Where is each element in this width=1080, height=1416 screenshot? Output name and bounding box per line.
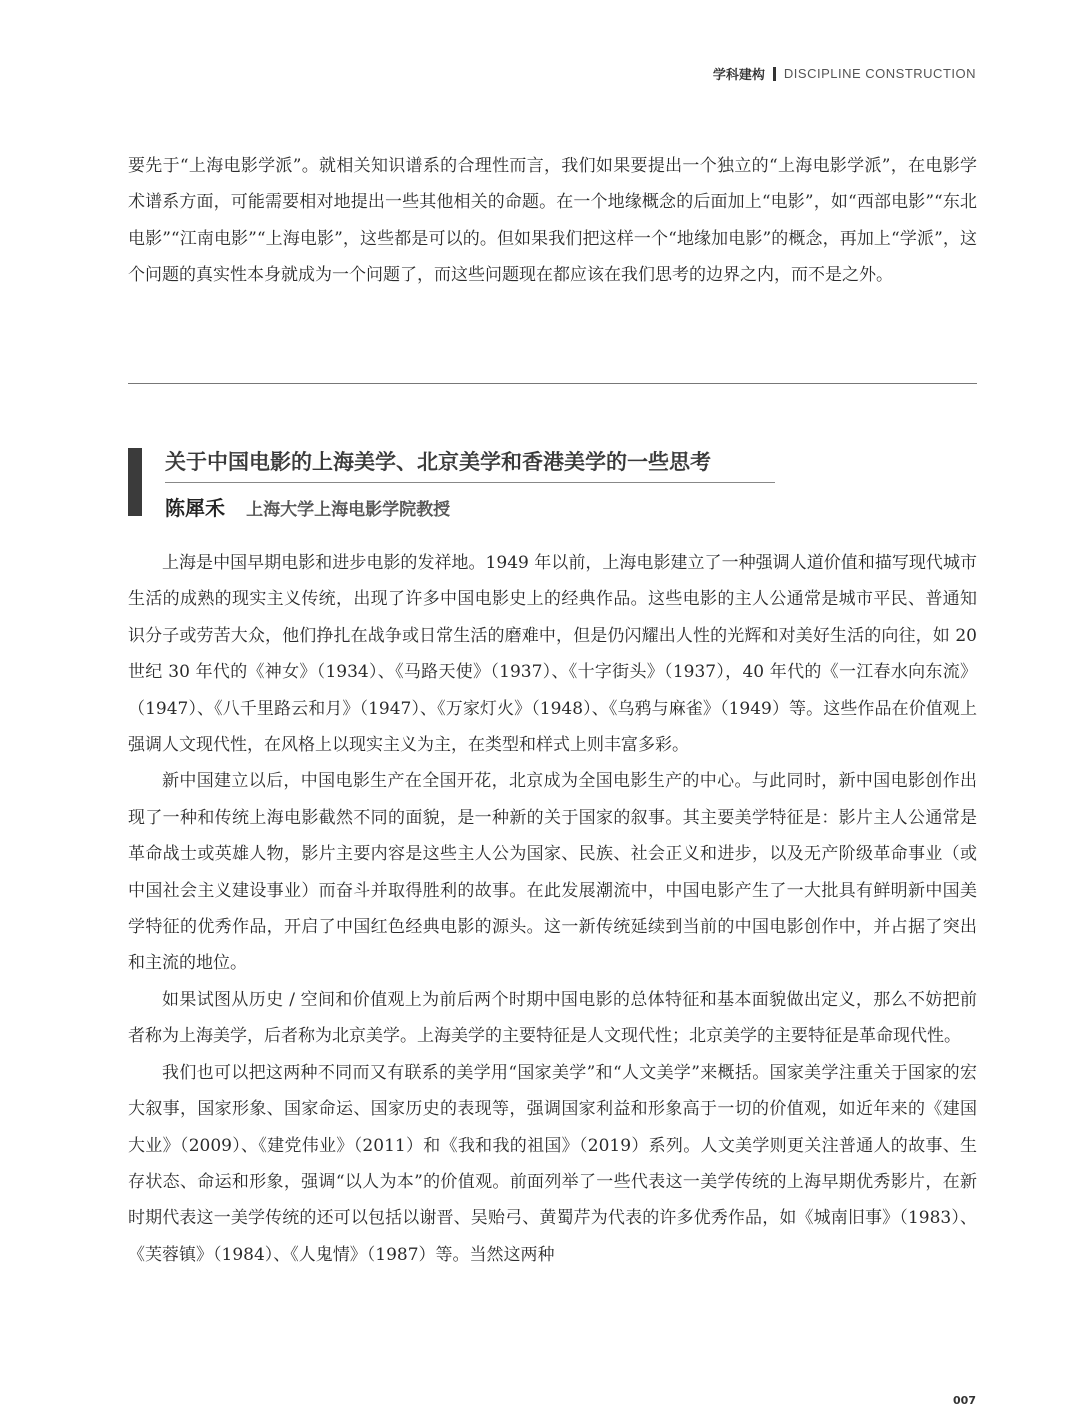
- byline: [165, 492, 450, 521]
- article-body: [128, 545, 977, 1273]
- header-separator: [773, 67, 776, 81]
- section-label-en: DISCIPLINE CONSTRUCTION: [783, 66, 976, 81]
- section-divider: [128, 383, 977, 384]
- author-name: 陈犀禾: [165, 496, 225, 520]
- author-affiliation: 上海大学上海电影学院教授: [246, 500, 451, 520]
- heading-accent-bar: [128, 448, 142, 516]
- running-header: [713, 64, 976, 83]
- article-title: 关于中国电影的上海美学、北京美学和香港美学的一些思考: [165, 446, 775, 483]
- body-paragraph: 我们也可以把这两种不同而又有联系的美学用“国家美学”和“人文美学”来概括。国家美学注重关于国家的宏大叙事，国家形象、国家命运、国家历史的表现等，强调国家利益和形象高于一切的价值观，如近年来的《建国大业》（2009）、《建党伟业》（2011）和《我和我的祖国》（2019）系列。人文美学则更关注普通人的故事、生存状态、命运和形象，强调“以人为本”的价值观。前面列举了一些代表这一美学传统的上海早期优秀影片，在新时期代表这一美学传统的还可以包括以谢晋、吴贻弓、黄蜀芹为代表的许多优秀作品，如《城南旧事》（1983）、《芙蓉镇》（1984）、《人鬼情》（1987）等。当然这两种: [128, 1062, 977, 1265]
- intro-paragraph: 要先于“上海电影学派”。就相关知识谱系的合理性而言，我们如果要提出一个独立的“上海电影学派”，在电影学术谱系方面，可能需要相对地提出一些其他相关的命题。在一个地缘概念的后面加上“电影”，如“西部电影”“东北电影”“江南电影”“上海电影”，这些都是可以的。但如果我们把这样一个“地缘加电影”的概念，再加上“学派”，这个问题的真实性本身就成为一个问题了，而这些问题现在都应该在我们思考的边界之内，而不是之外。: [128, 156, 977, 286]
- page-number: 007: [953, 1394, 976, 1407]
- article-heading: [128, 446, 788, 518]
- section-label-cn: 学科建构: [712, 68, 765, 83]
- body-paragraph: 上海是中国早期电影和进步电影的发祥地。1949 年以前，上海电影建立了一种强调人道价值和描写现代城市生活的成熟的现实主义传统，出现了许多中国电影史上的经典作品。这些电影的主人公通常是城市平民、普通知识分子或劳苦大众，他们挣扎在战争或日常生活的磨难中，但是仍闪耀出人性的光辉和对美好生活的向往，如 20 世纪 30 年代的《神女》（1934）、《马路天使》（1937）、《十字街头》（1937），40 年代的《一江春水向东流》（1947）、《八千里路云和月》（1947）、《万家灯火》（1948）、《乌鸦与麻雀》（1949）等。这些作品在价值观上强调人文现代性，在风格上以现实主义为主，在类型和样式上则丰富多彩。: [128, 553, 977, 756]
- body-paragraph: 如果试图从历史 / 空间和价值观上为前后两个时期中国电影的总体特征和基本面貌做出定义，那么不妨把前者称为上海美学，后者称为北京美学。上海美学的主要特征是人文现代性；北京美学的主要特征是革命现代性。: [128, 989, 977, 1047]
- body-paragraph: 新中国建立以后，中国电影生产在全国开花，北京成为全国电影生产的中心。与此同时，新中国电影创作出现了一种和传统上海电影截然不同的面貌，是一种新的关于国家的叙事。其主要美学特征是：影片主人公通常是革命战士或英雄人物，影片主要内容是这些主人公为国家、民族、社会正义和进步，以及无产阶级革命事业（或中国社会主义建设事业）而奋斗并取得胜利的故事。在此发展潮流中，中国电影产生了一大批具有鲜明新中国美学特征的优秀作品，开启了中国红色经典电影的源头。这一新传统延续到当前的中国电影创作中，并占据了突出和主流的地位。: [128, 771, 977, 974]
